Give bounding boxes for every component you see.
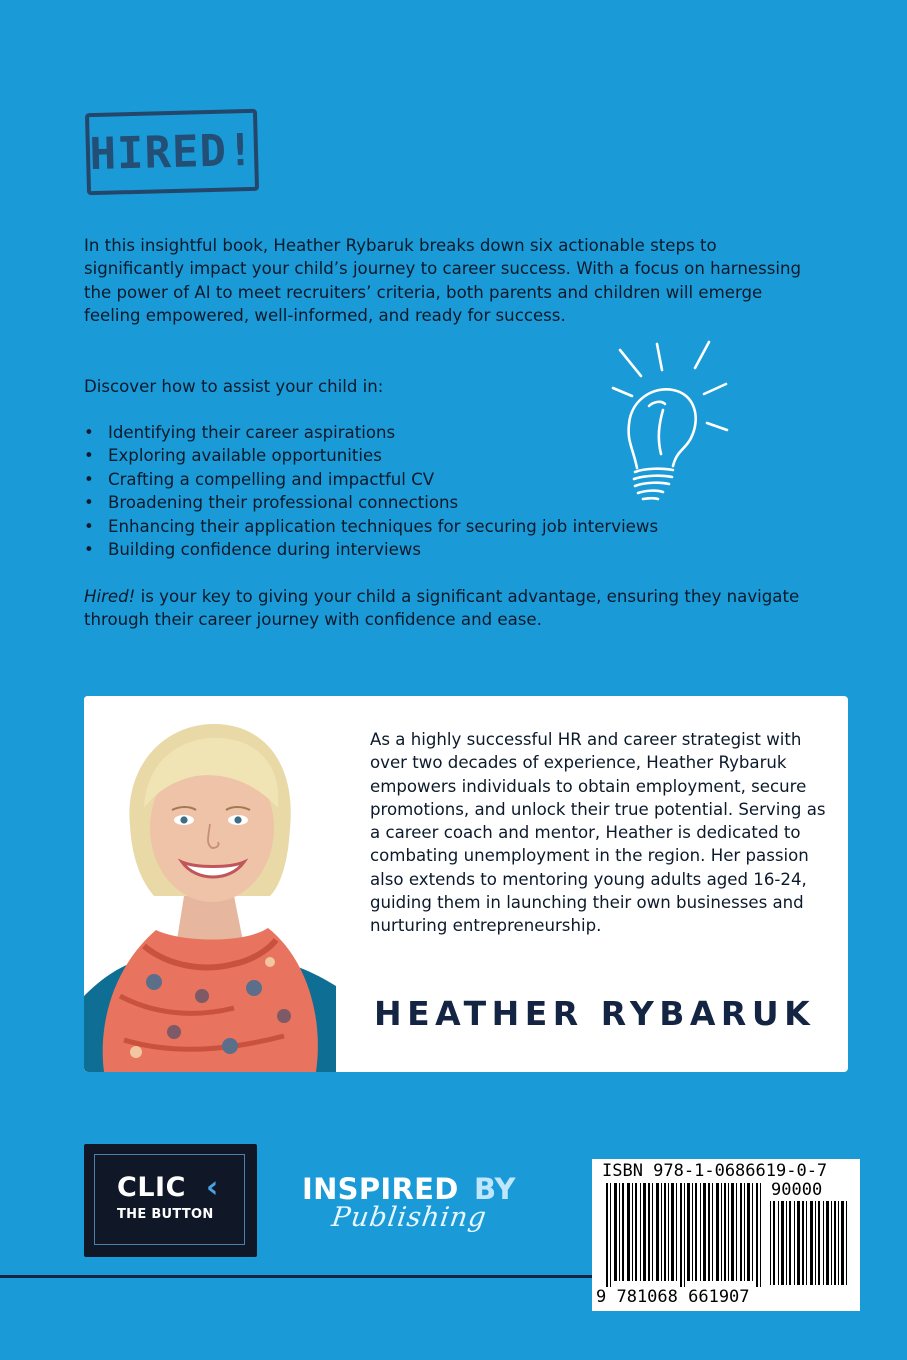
hired-stamp-text: HIRED! <box>88 124 256 180</box>
author-bio-card <box>84 696 848 1072</box>
bottom-divider <box>0 1275 592 1278</box>
intro-paragraph: In this insightful book, Heather Rybaruk breaks down six actionable steps to significantly impact your child’s journey to career success. With a focus on harnessing the power of AI to meet recruiters’ criteria, both parents and children will emerge feeling empowered, well-informed, and ready for success. <box>84 236 802 326</box>
price-barcode-bars <box>770 1201 848 1285</box>
author-name: HEATHER RYBARUK <box>374 994 816 1033</box>
isbn-label: ISBN 978-1-0686619-0-7 <box>602 1161 828 1181</box>
discover-heading: Discover how to assist your child in: <box>84 377 384 396</box>
barcode-bars <box>606 1183 764 1287</box>
inspired-by-word: BY <box>474 1172 516 1206</box>
click-the-button-logo <box>84 1144 257 1257</box>
price-code: 90000 <box>771 1180 823 1200</box>
inspired-word: INSPIRED <box>302 1172 459 1206</box>
list-item: • Identifying their career aspirations <box>84 421 658 444</box>
list-item: • Crafting a compelling and impactful CV <box>84 468 658 491</box>
click-subtitle: THE BUTTON <box>117 1207 214 1222</box>
author-photo <box>84 696 336 1072</box>
author-bio-text: As a highly successful HR and career strategist with over two decades of experience, Heather Rybaruk empowers individuals to obtain employment, secure promotions, and unlock their true potential. Serving as a career coach and mentor, Heather is dedicated to combating unemployment in the region. Her passion also extends to mentoring young adults aged 16-24, guiding them in launching their own businesses and nurturing entrepreneurship. <box>370 730 826 936</box>
list-item: • Exploring available opportunities <box>84 444 658 467</box>
list-item: • Building confidence during interviews <box>84 538 658 561</box>
book-title-italic: Hired! <box>84 587 136 606</box>
steps-list <box>84 421 658 561</box>
chevron-left-icon: ‹ <box>206 1170 219 1205</box>
hired-stamp-logo <box>85 109 259 195</box>
list-item: • Broadening their professional connections <box>84 491 658 514</box>
closing-paragraph <box>84 585 824 632</box>
publishing-script: Publishing <box>329 1202 489 1233</box>
isbn-barcode <box>592 1159 860 1311</box>
list-item: • Enhancing their application techniques for securing job interviews <box>84 515 658 538</box>
isbn-digits: 9 781068 661907 <box>596 1287 750 1307</box>
closing-text: is your key to giving your child a significant advantage, ensuring they navigate through their career journey with confidence and ease. <box>84 587 800 630</box>
click-word: CLIC <box>117 1172 186 1203</box>
